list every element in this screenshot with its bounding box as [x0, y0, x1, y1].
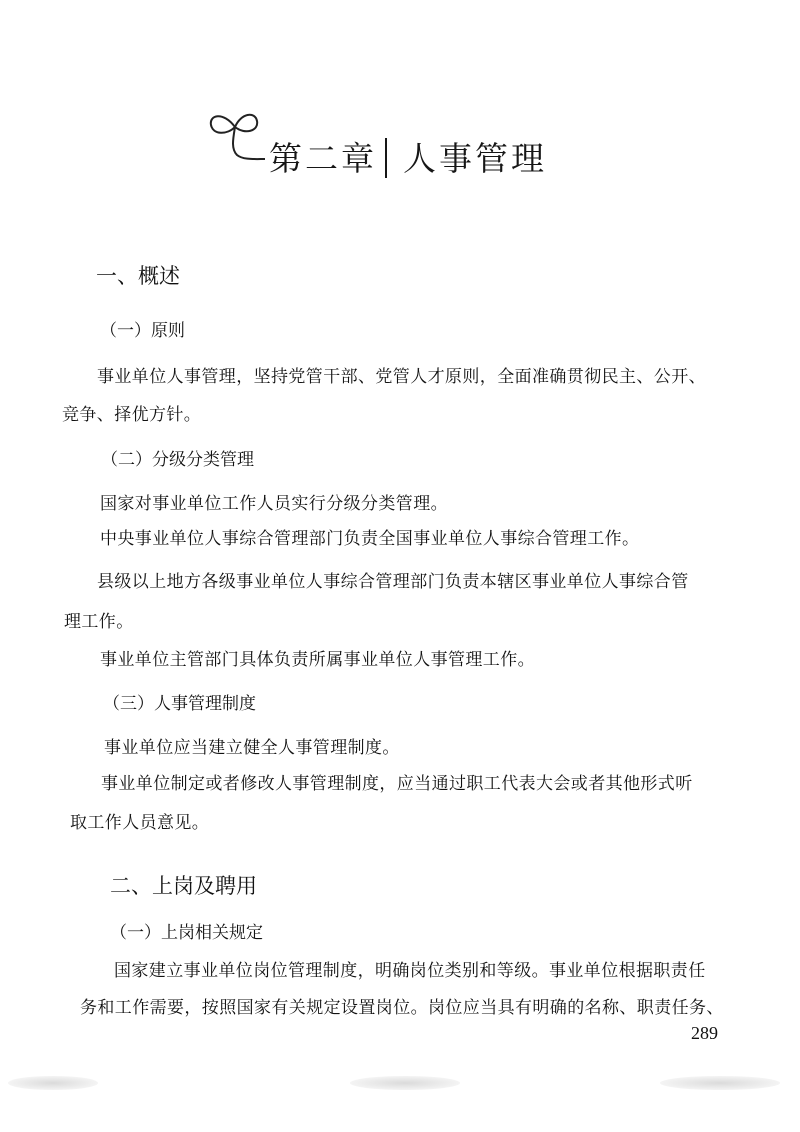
- paragraph-line: 竞争、择优方针。: [62, 405, 202, 425]
- section-heading: 二、上岗及聘用: [110, 874, 257, 898]
- paragraph-line: 事业单位制定或者修改人事管理制度，应当通过职工代表大会或者其他形式听: [101, 774, 693, 794]
- subsection-heading: （三）人事管理制度: [103, 694, 256, 714]
- chapter-label: 第二章: [269, 139, 377, 178]
- paragraph-line: 务和工作需要，按照国家有关规定设置岗位。岗位应当具有明确的名称、职责任务、: [80, 998, 724, 1018]
- section-heading: 一、概述: [96, 264, 180, 288]
- paragraph-line: 国家对事业单位工作人员实行分级分类管理。: [100, 494, 448, 514]
- paragraph-line: 事业单位应当建立健全人事管理制度。: [104, 738, 400, 758]
- paragraph-line: 国家建立事业单位岗位管理制度，明确岗位类别和等级。事业单位根据职责任: [114, 961, 706, 981]
- paragraph-line: 理工作。: [64, 612, 134, 632]
- chapter-name: 人事管理: [403, 139, 547, 178]
- subsection-heading: （一）上岗相关规定: [110, 923, 263, 943]
- subsection-heading: （一）原则: [100, 321, 185, 341]
- scan-artifact: [660, 1076, 780, 1090]
- paragraph-line: 取工作人员意见。: [70, 813, 210, 833]
- paragraph-line: 事业单位人事管理，坚持党管干部、党管人才原则，全面准确贯彻民主、公开、: [97, 367, 706, 387]
- paragraph-line: 中央事业单位人事综合管理部门负责全国事业单位人事综合管理工作。: [100, 529, 640, 549]
- paragraph-line: 事业单位主管部门具体负责所属事业单位人事管理工作。: [100, 650, 535, 670]
- paragraph-line: 县级以上地方各级事业单位人事综合管理部门负责本辖区事业单位人事综合管: [97, 572, 689, 592]
- scan-artifact: [8, 1076, 98, 1090]
- page-number: 289: [691, 1023, 718, 1043]
- chapter-heading: [269, 133, 547, 180]
- chapter-divider: [385, 138, 387, 178]
- subsection-heading: （二）分级分类管理: [101, 450, 254, 470]
- scan-artifact: [350, 1076, 460, 1090]
- sprout-icon: [205, 105, 267, 175]
